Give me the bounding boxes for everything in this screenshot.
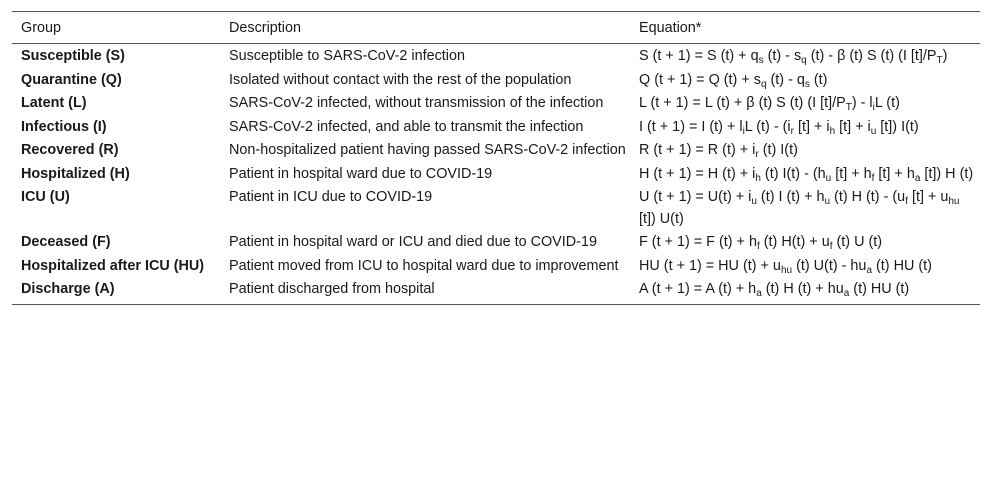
equation-cell: A (t + 1) = A $(t) + h_a$ (t) H $(t) + hu_a$ (t) HU (t) xyxy=(630,277,980,304)
equation-subscript: f xyxy=(756,241,760,252)
group-cell: Deceased (F) xyxy=(21,234,111,250)
table-row xyxy=(12,91,980,115)
group-cell: Discharge (A) xyxy=(12,277,220,304)
equation-subscript: f xyxy=(871,172,875,184)
equation-subscript: hu xyxy=(948,196,960,207)
header-row xyxy=(12,12,980,44)
equation-cell: S (t + 1) = S $(t) + q_s$ $(t) - s_q$ (t) - β (t) S (t) (I $[t]/P_T$) xyxy=(639,48,948,66)
equation-subscript: i xyxy=(742,125,745,137)
description-cell: Patient discharged from hospital xyxy=(220,277,630,304)
equation-cell: H (t + 1) = H $(t) + i_h$ (t) $I(t) - (h_u$ $[t] + h_f$ $[t] + h_a$ [t]) H (t) xyxy=(639,165,974,184)
equation-cell: R (t + 1) = R $(t) + i_r$ (t) I(t) xyxy=(639,142,798,160)
table-row xyxy=(12,277,980,304)
equation-subscript: f xyxy=(905,196,908,207)
description-cell: Non-hospitalized patient having passed SARS-CoV-2 infection xyxy=(229,142,626,158)
group-cell: Latent (L) xyxy=(21,95,87,111)
description-cell: Susceptible to SARS-CoV-2 infection xyxy=(229,48,465,64)
group-cell: Recovered (R) xyxy=(21,142,119,158)
equation-subscript: i xyxy=(872,102,875,113)
description-cell: SARS-CoV-2 infected, and able to transmit the infection xyxy=(229,118,584,135)
equation-cell: U $(t + 1) = U(t) + i_u$ (t) I $(t) + h_u$ (t) H $(t) - (u_f$ $[t] + u_{hu}$ [t]) U(t) xyxy=(639,189,960,227)
equation-subscript: u xyxy=(824,196,831,207)
equation-cell: I (t + 1) = I $(t) + l_iL$ $(t) - (i_r$ $[t] + i_h$ $[t] + i_u$ [t]) I(t) xyxy=(639,118,919,137)
equation-subscript: q xyxy=(801,55,807,66)
group-cell: Quarantine (Q) xyxy=(21,71,122,88)
group-cell: Infectious (I) xyxy=(21,118,107,135)
equation-subscript: a xyxy=(914,172,921,184)
table-row xyxy=(12,185,980,230)
description-cell: Patient moved from ICU to hospital ward due to improvement xyxy=(229,257,619,274)
group-cell: Hospitalized (H) xyxy=(21,165,130,182)
equation-cell: L (t + 1) = L (t) + β (t) S (t) (I $[t]/P_T) - l_iL$ (t) xyxy=(639,95,900,113)
group-cell: Hospitalized after ICU (HU) xyxy=(21,257,205,274)
compartment-table xyxy=(12,11,980,305)
equation-subscript: hu xyxy=(780,264,793,276)
equation-cell: HU (t + 1) = HU $(t) + u_{hu}$ (t) $U(t) - hu_a$ (t) HU (t) xyxy=(639,257,932,276)
equation-subscript: u xyxy=(870,125,877,137)
equation-subscript: u xyxy=(751,196,757,207)
table-row xyxy=(12,68,980,92)
table-row xyxy=(12,254,980,278)
equation-subscript: T xyxy=(845,102,852,113)
table-body xyxy=(12,44,980,305)
table-header xyxy=(12,12,980,44)
table-row xyxy=(12,138,980,162)
equation-subscript: u xyxy=(825,172,832,184)
header-description: Description xyxy=(220,12,630,44)
table-row xyxy=(12,44,980,68)
equation-subscript: q xyxy=(760,78,767,90)
equation-subscript: s xyxy=(758,55,764,66)
equation-subscript: s xyxy=(804,78,810,90)
equation-cell: Q (t + 1) = Q $(t) + s_q$ $(t) - q_s$ (t) xyxy=(639,71,828,90)
description-cell: SARS-CoV-2 infected, without transmission of the infection xyxy=(229,95,604,111)
description-cell: Patient in ICU due to COVID-19 xyxy=(229,189,433,205)
description-cell: Patient in hospital ward due to COVID-19 xyxy=(229,165,493,182)
equation-subscript: f xyxy=(829,241,833,252)
table-row xyxy=(12,162,980,186)
equation-subscript: T xyxy=(936,55,943,66)
equation-subscript: r xyxy=(790,125,794,137)
description-cell: Isolated without contact with the rest of the population xyxy=(229,71,572,88)
equation-subscript: h xyxy=(829,125,836,137)
header-group: Group xyxy=(12,12,220,44)
equation-subscript: a xyxy=(756,288,762,299)
group-cell: ICU (U) xyxy=(21,189,70,205)
description-cell: Patient in hospital ward or ICU and died due to COVID-19 xyxy=(229,234,597,250)
group-cell: Susceptible (S) xyxy=(21,48,125,64)
equation-subscript: a xyxy=(866,264,872,276)
equation-subscript: r xyxy=(755,149,759,160)
equation-cell: F (t + 1) = F $(t) + h_f$ (t) $H(t) + u_f$ (t) U (t) xyxy=(639,234,883,252)
equation-subscript: h xyxy=(755,172,761,184)
equation-subscript: a xyxy=(843,288,850,299)
table-row xyxy=(12,230,980,254)
header-equation: Equation* xyxy=(630,12,980,44)
table-row xyxy=(12,115,980,139)
